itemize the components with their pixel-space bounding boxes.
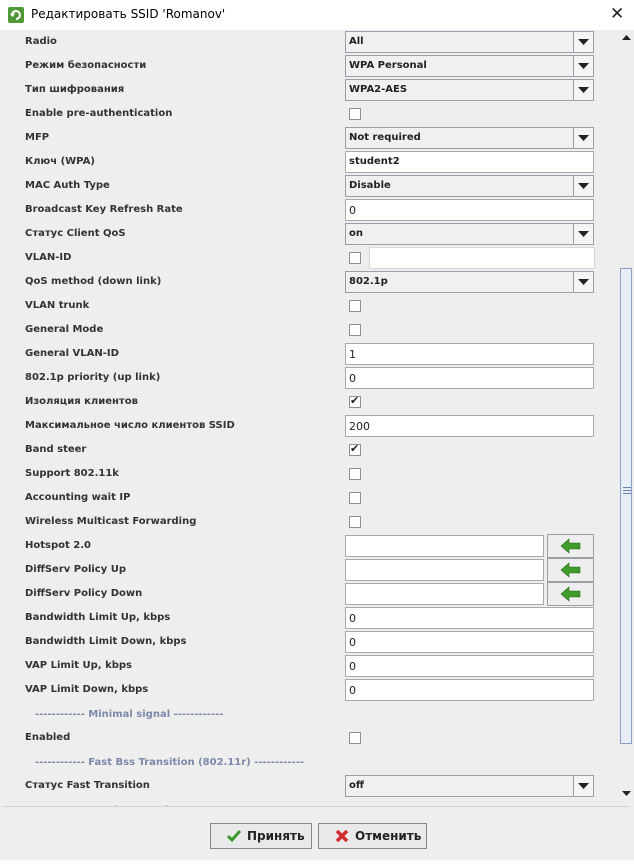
setting-row <box>3 79 619 103</box>
grip-line <box>623 490 631 491</box>
chevron-down-icon <box>578 63 589 70</box>
grip-line <box>623 493 631 494</box>
setting-row <box>3 367 619 391</box>
setting-row <box>3 151 619 175</box>
setting-row <box>3 439 619 463</box>
dropdown-value: All <box>349 36 364 47</box>
setting-text-field[interactable] <box>345 655 594 677</box>
section-separator: ------------ Fast Bss Transition (802.11r) ------------ <box>35 757 305 768</box>
setting-label: MFP <box>25 132 50 143</box>
cancel-x-icon <box>335 829 349 843</box>
setting-label: General Mode <box>25 324 104 335</box>
setting-label: Band steer <box>25 444 87 455</box>
chevron-down-icon <box>578 87 589 94</box>
setting-label: Radio <box>25 36 57 47</box>
dropdown-value: Not required <box>349 132 421 143</box>
setting-checkbox[interactable] <box>349 108 361 120</box>
setting-label: Hotspot 2.0 <box>25 540 91 551</box>
setting-text-field[interactable] <box>345 607 594 629</box>
arrow-left-icon <box>561 587 581 601</box>
setting-label: General VLAN-ID <box>25 348 119 359</box>
setting-label: Support 802.11k <box>25 468 119 479</box>
setting-text-field[interactable] <box>345 631 594 653</box>
vertical-scrollbar[interactable] <box>619 30 634 802</box>
dropdown-button[interactable] <box>573 32 593 52</box>
setting-label: Режим безопасности <box>25 60 147 71</box>
dropdown-value: 802.1p <box>349 276 388 287</box>
field-value: student2 <box>349 156 400 167</box>
setting-row <box>3 175 619 199</box>
setting-label: Изоляция клиентов <box>25 396 138 407</box>
setting-row <box>3 247 619 271</box>
setting-checkbox[interactable] <box>349 468 361 480</box>
setting-text-field[interactable] <box>345 343 594 365</box>
setting-label: Broadcast Key Refresh Rate <box>25 204 183 215</box>
settings-panel <box>3 30 619 802</box>
setting-row <box>3 271 619 295</box>
setting-row <box>3 127 619 151</box>
dropdown-button[interactable] <box>573 80 593 100</box>
setting-row <box>3 31 619 55</box>
setting-checkbox[interactable] <box>349 492 361 504</box>
setting-label: Enable pre-authentication <box>25 108 173 119</box>
field-value: 0 <box>349 204 356 217</box>
setting-row <box>3 559 619 583</box>
setting-text-field[interactable] <box>345 559 544 581</box>
accept-button[interactable] <box>210 823 312 849</box>
setting-label: MAC Auth Type <box>25 180 110 191</box>
setting-row <box>3 775 619 799</box>
setting-label: Ключ (WPA) <box>25 156 95 167</box>
setting-row <box>3 631 619 655</box>
setting-checkbox[interactable] <box>349 396 361 408</box>
field-value: 0 <box>349 612 356 625</box>
cancel-button[interactable] <box>318 823 427 849</box>
setting-dropdown[interactable] <box>345 775 594 797</box>
chevron-down-icon <box>578 135 589 142</box>
setting-row <box>3 295 619 319</box>
setting-row <box>3 679 619 703</box>
setting-dropdown[interactable] <box>345 79 594 101</box>
setting-text-field[interactable] <box>345 415 594 437</box>
field-value: 0 <box>349 372 356 385</box>
check-icon <box>227 829 241 843</box>
setting-text-field[interactable] <box>345 151 594 173</box>
cancel-label: Отменить <box>355 829 422 843</box>
setting-label: DiffServ Policy Down <box>25 588 143 599</box>
setting-row <box>3 583 619 607</box>
setting-row <box>3 343 619 367</box>
setting-checkbox[interactable] <box>349 324 361 336</box>
chevron-down-icon <box>578 183 589 190</box>
setting-row <box>3 319 619 343</box>
setting-text-field[interactable] <box>345 535 544 557</box>
setting-row <box>3 487 619 511</box>
setting-label: VAP Limit Up, kbps <box>25 660 132 671</box>
select-policy-button[interactable] <box>547 534 594 558</box>
setting-text-field[interactable] <box>345 199 594 221</box>
setting-checkbox[interactable] <box>349 732 361 744</box>
title-bar <box>0 0 634 30</box>
window-title: Редактировать SSID 'Romanov' <box>31 7 226 21</box>
setting-label: Bandwidth Limit Up, kbps <box>25 612 171 623</box>
setting-row <box>3 103 619 127</box>
close-icon[interactable]: ✕ <box>610 4 625 24</box>
setting-label: 802.1p priority (up link) <box>25 372 161 383</box>
setting-checkbox[interactable] <box>349 300 361 312</box>
dropdown-button[interactable] <box>573 272 593 292</box>
arrow-left-icon <box>561 539 581 553</box>
setting-label: Максимальное число клиентов SSID <box>25 420 235 431</box>
setting-label: VLAN-ID <box>25 252 72 263</box>
dropdown-value: WPA2-AES <box>349 84 408 95</box>
chevron-down-icon <box>578 39 589 46</box>
grip-line <box>623 487 631 488</box>
chevron-down-icon <box>578 231 589 238</box>
setting-text-field[interactable] <box>345 679 594 701</box>
setting-row <box>3 655 619 679</box>
arrow-left-icon <box>561 563 581 577</box>
setting-dropdown[interactable] <box>345 127 594 149</box>
select-policy-button[interactable] <box>547 558 594 582</box>
dropdown-button[interactable] <box>573 224 593 244</box>
setting-label: VAP Limit Down, kbps <box>25 684 149 695</box>
setting-label: Wireless Multicast Forwarding <box>25 516 197 527</box>
field-value: 1 <box>349 348 356 361</box>
setting-label: Тип шифрования <box>25 84 125 95</box>
scroll-down-icon[interactable] <box>619 786 634 801</box>
dialog-footer <box>3 806 629 861</box>
setting-dropdown[interactable] <box>345 175 594 197</box>
scrollbar-thumb[interactable] <box>620 268 632 744</box>
setting-checkbox[interactable] <box>349 252 361 264</box>
setting-label: Статус Client QoS <box>25 228 126 239</box>
setting-dropdown[interactable] <box>345 55 594 77</box>
setting-label: Bandwidth Limit Down, kbps <box>25 636 187 647</box>
setting-row <box>3 415 619 439</box>
setting-dropdown[interactable] <box>345 223 594 245</box>
setting-row <box>3 607 619 631</box>
setting-row <box>3 511 619 535</box>
dropdown-button[interactable] <box>573 56 593 76</box>
dropdown-value: on <box>349 228 363 239</box>
setting-label: QoS method (down link) <box>25 276 162 287</box>
chevron-down-icon <box>578 783 589 790</box>
setting-checkbox[interactable] <box>349 516 361 528</box>
setting-text-field[interactable] <box>345 367 594 389</box>
field-value: 0 <box>349 636 356 649</box>
setting-row <box>3 223 619 247</box>
app-icon <box>8 7 24 23</box>
setting-label: Accounting wait IP <box>25 492 131 503</box>
vlan-id-input[interactable] <box>369 247 595 269</box>
dropdown-button[interactable] <box>573 176 593 196</box>
field-value: 0 <box>349 684 356 697</box>
dropdown-value: Disable <box>349 180 391 191</box>
setting-checkbox[interactable] <box>349 444 361 456</box>
setting-dropdown[interactable] <box>345 31 594 53</box>
setting-label: Статус Fast Transition <box>25 780 150 791</box>
setting-dropdown[interactable] <box>345 271 594 293</box>
dropdown-value: WPA Personal <box>349 60 427 71</box>
setting-row <box>3 703 619 727</box>
dropdown-button[interactable] <box>573 776 593 796</box>
select-policy-button[interactable] <box>547 582 594 606</box>
setting-label: Enabled <box>25 732 71 743</box>
dropdown-value: off <box>349 780 364 791</box>
accept-label: Принять <box>247 829 305 843</box>
setting-row <box>3 463 619 487</box>
window-bottom-edge <box>0 860 634 864</box>
field-value: 0 <box>349 660 356 673</box>
setting-row <box>3 199 619 223</box>
setting-row <box>3 55 619 79</box>
chevron-down-icon <box>578 279 589 286</box>
setting-row <box>3 751 619 775</box>
scroll-up-icon[interactable] <box>619 30 634 45</box>
setting-text-field[interactable] <box>345 583 544 605</box>
section-separator: ------------ Minimal signal ------------ <box>35 709 224 720</box>
setting-label: VLAN trunk <box>25 300 90 311</box>
setting-row <box>3 391 619 415</box>
setting-row <box>3 727 619 751</box>
setting-label: DiffServ Policy Up <box>25 564 127 575</box>
dropdown-button[interactable] <box>573 128 593 148</box>
setting-row <box>3 535 619 559</box>
field-value: 200 <box>349 420 370 433</box>
